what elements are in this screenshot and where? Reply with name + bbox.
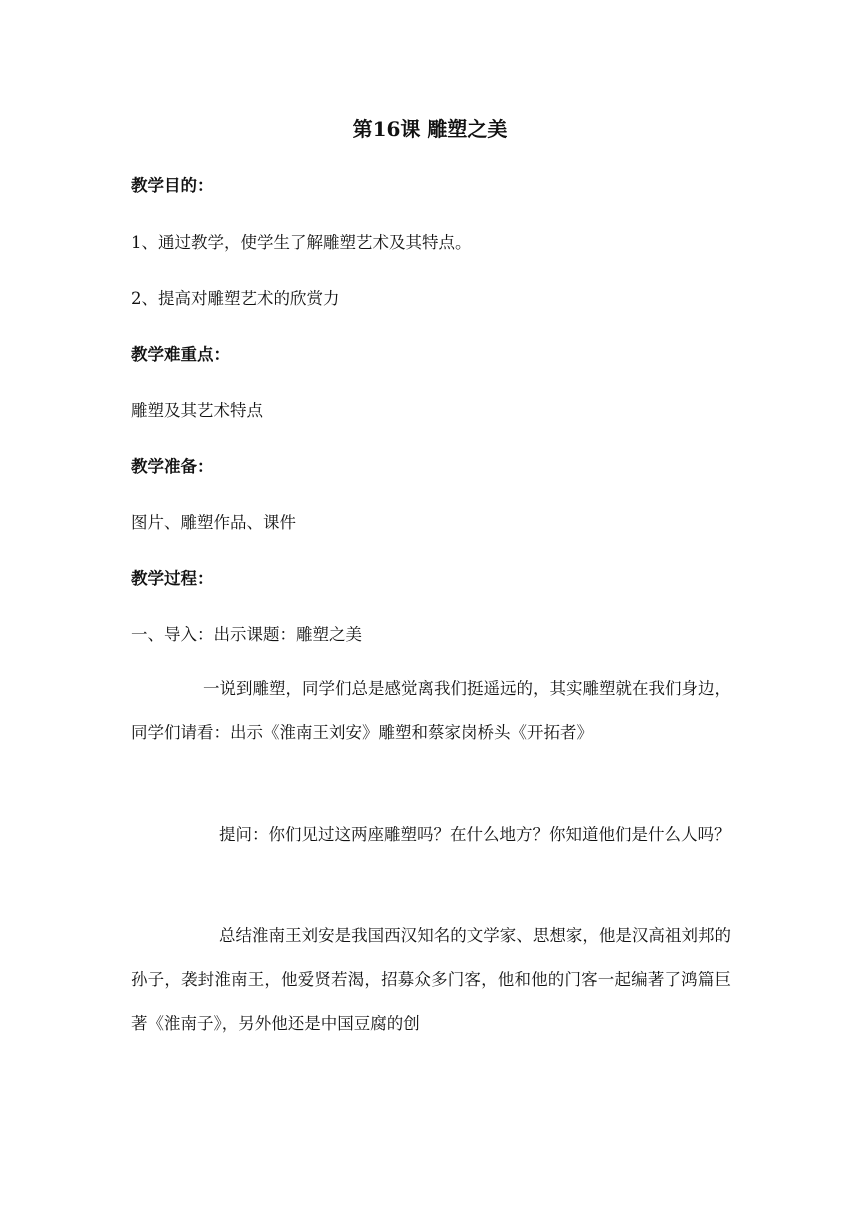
key-points-heading: 教学难重点： bbox=[131, 345, 230, 364]
key-points-text: 雕塑及其艺术特点 bbox=[131, 401, 263, 420]
objective-heading: 教学目的： bbox=[131, 176, 214, 195]
paragraph-question: 提问：你们见过这两座雕塑吗？在什么地方？你知道他们是什么人吗？ bbox=[219, 825, 731, 844]
preparation-text: 图片、雕塑作品、课件 bbox=[131, 513, 296, 532]
paragraph-summary: 总结淮南王刘安是我国西汉知名的文学家、思想家，他是汉高祖刘邦的孙子，袭封淮南王，他爱贤若渴，招募众多门客，他和他的门客一起编著了鸿篇巨著《淮南子》，另外他还是中国豆腐的创 bbox=[131, 926, 731, 1033]
page-title: 第16课 雕塑之美 bbox=[352, 117, 508, 141]
objective-item-2: 2、提高对雕塑艺术的欣赏力 bbox=[131, 289, 340, 308]
section-1-heading: 一、导入：出示课题：雕塑之美 bbox=[131, 625, 362, 644]
paragraph-intro: 一说到雕塑，同学们总是感觉离我们挺遥远的，其实雕塑就在我们身边，同学们请看：出示《淮南王刘安》雕塑和蔡家岗桥头《开拓者》 bbox=[131, 679, 731, 742]
preparation-heading: 教学准备： bbox=[131, 457, 214, 476]
process-heading: 教学过程： bbox=[131, 569, 214, 588]
objective-item-1: 1、通过教学，使学生了解雕塑艺术及其特点。 bbox=[131, 233, 472, 252]
